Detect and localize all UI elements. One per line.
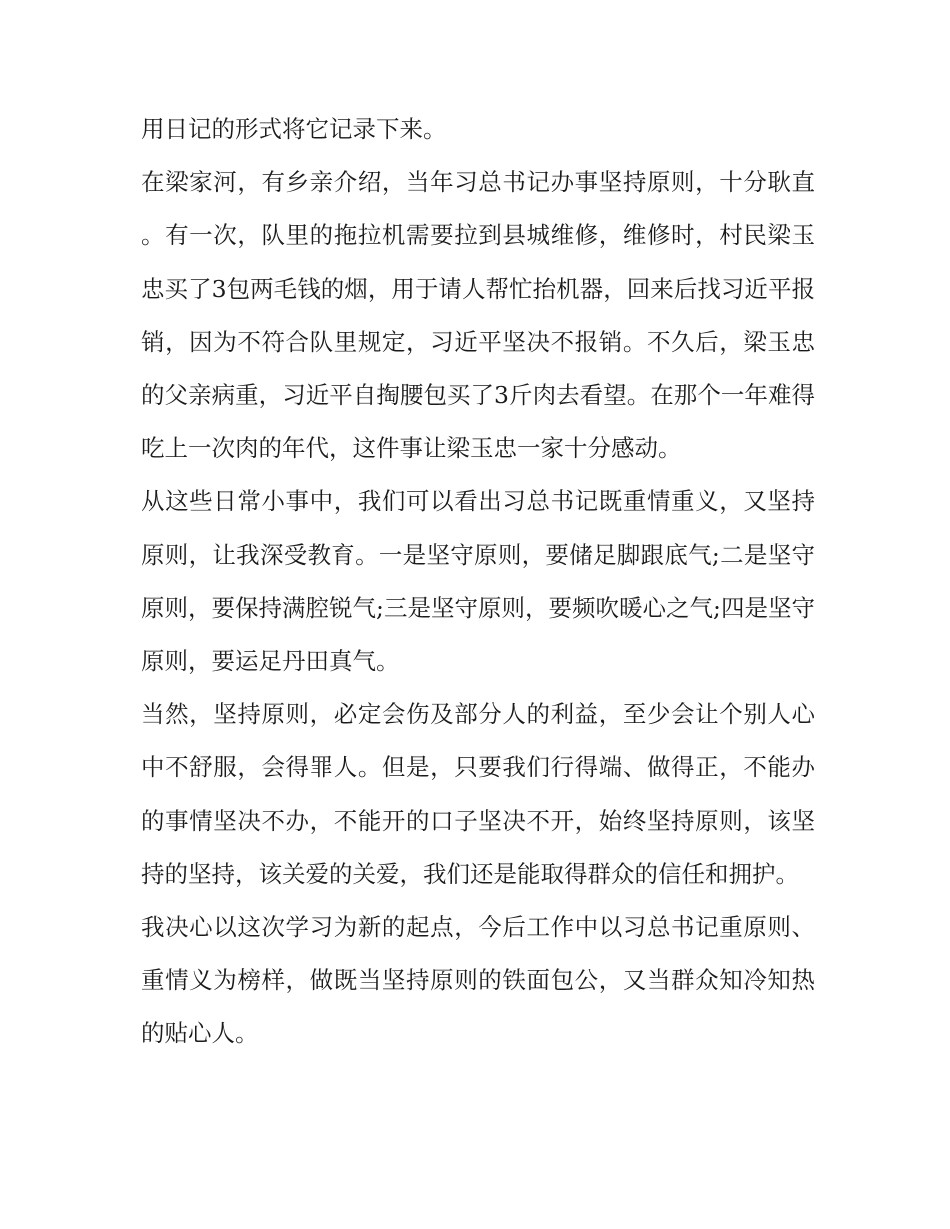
paragraph-4: 当然，坚持原则，必定会伤及部分人的利益，至少会让个别人心中不舒服，会得罪人。但是，只要我们行得端、做得正，不能办的事情坚决不办，不能开的口子坚决不开，始终坚持原则，该坚持的坚持，该关爱的关爱，我们还是能取得群众的信任和拥护。 [141, 700, 815, 888]
document-body [141, 103, 815, 1061]
paragraph-1: 用日记的形式将它记录下来。 [141, 115, 447, 143]
paragraph-3: 从这些日常小事中，我们可以看出习总书记既重情重义，又坚持原则，让我深受教育。一是坚守原则，要储足脚跟底气;二是坚守原则，要保持满腔锐气;三是坚守原则，要频吹暖心之气;四是坚守原则，要运足丹田真气。 [141, 487, 815, 676]
paragraph-5: 我决心以这次学习为新的起点，今后工作中以习总书记重原则、重情义为榜样，做既当坚持原则的铁面包公，又当群众知冷知热的贴心人。 [141, 913, 815, 1048]
paragraph-2: 在梁家河，有乡亲介绍，当年习总书记办事坚持原则，十分耿直。有一次，队里的拖拉机需要拉到县城维修，维修时，村民梁玉忠买了3包两毛钱的烟，用于请人帮忙抬机器，回来后找习近平报销，因为不符合队里规定，习近平坚决不报销。不久后，梁玉忠的父亲病重，习近平自掏腰包买了3斤肉去看望。在那个一年难得吃上一次肉的年代，这件事让梁玉忠一家十分感动。 [141, 168, 815, 463]
